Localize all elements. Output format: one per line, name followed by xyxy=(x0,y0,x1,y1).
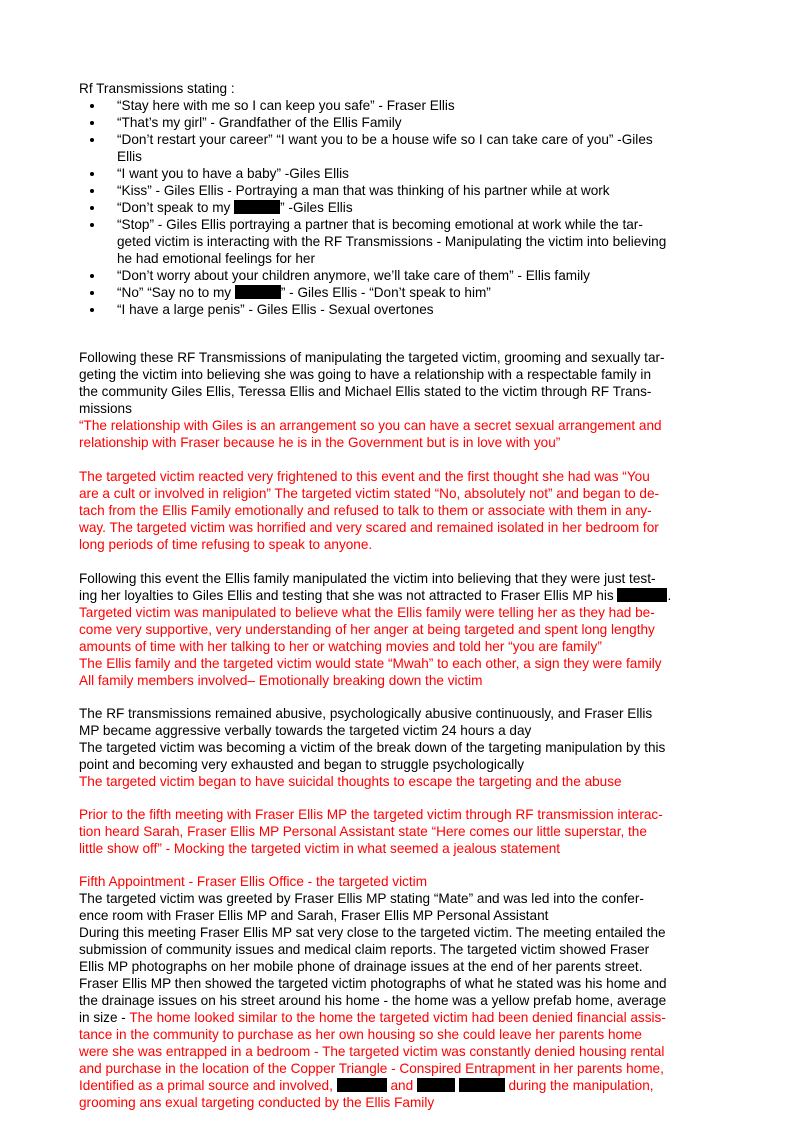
text-segment: . xyxy=(667,588,672,603)
text-line: long periods of time refusing to speak to anyone. xyxy=(79,537,373,552)
text-line: MP became aggressive verbally towards the targeted victim 24 hours a day xyxy=(79,723,532,738)
text-segment: in size - xyxy=(79,1010,130,1025)
text-line: geting the victim into believing she was going to have a relationship with a respectable family in xyxy=(79,367,652,382)
paragraph-fifth-appointment xyxy=(79,873,715,1111)
quote-text xyxy=(117,284,719,301)
text-line xyxy=(79,1009,715,1026)
quote-text xyxy=(117,199,719,216)
text-line: the drainage issues on his street around his home - the home was a yellow prefab home, average xyxy=(79,993,667,1008)
bullet-icon xyxy=(90,274,94,278)
quote-text: “Stay here with me so I can keep you safe” - Fraser Ellis xyxy=(117,98,455,113)
text-line: and purchase in the location of the Copper Triangle - Conspired Entrapment in her parents home, xyxy=(79,1061,664,1076)
quote-suffix: ” - Giles Ellis - “Don’t speak to him” xyxy=(280,285,491,300)
text-line xyxy=(79,587,715,604)
text-line: tion heard Sarah, Fraser Ellis MP Personal Assistant state “Here comes our little superstar, the xyxy=(79,824,647,839)
redaction-block xyxy=(235,285,281,299)
list-item xyxy=(79,165,719,182)
quote-text: “Kiss” - Giles Ellis - Portraying a man that was thinking of his partner while at work xyxy=(117,183,610,198)
text-line: Following these RF Transmissions of manipulating the targeted victim, grooming and sexually tar- xyxy=(79,350,665,365)
text-line: are a cult or involved in religion” The targeted victim stated “No, absolutely not” and began to de- xyxy=(79,486,660,501)
text-line: missions xyxy=(79,401,132,416)
bullet-icon xyxy=(90,291,94,295)
list-item xyxy=(79,114,719,131)
text-line: Targeted victim was manipulated to believe what the Ellis family were telling her as they had be- xyxy=(79,605,655,620)
paragraph-abuse xyxy=(79,705,715,790)
text-line: The targeted victim reacted very frightened to this event and the first thought she had was “You xyxy=(79,469,650,484)
list-item xyxy=(79,182,719,199)
text-line: point and becoming very exhausted and began to struggle psychologically xyxy=(79,757,525,772)
bullet-icon xyxy=(90,104,94,108)
quote-text: “I have a large penis” - Giles Ellis - Sexual overtones xyxy=(117,302,434,317)
list-item xyxy=(79,131,719,165)
quote-text: “I want you to have a baby” -Giles Ellis xyxy=(117,166,349,181)
list-item xyxy=(79,284,719,301)
list-item xyxy=(79,199,719,216)
redaction-block xyxy=(417,1078,455,1092)
quote-text: “That’s my girl” - Grandfather of the Ellis Family xyxy=(117,115,402,130)
text-line: The targeted victim was becoming a victim of the break down of the targeting manipulation by this xyxy=(79,740,666,755)
redaction-block xyxy=(617,588,667,602)
paragraph-loyalty-test xyxy=(79,570,715,689)
section-title: Fifth Appointment - Fraser Ellis Office - the targeted victim xyxy=(79,874,428,889)
transmission-list xyxy=(79,97,719,318)
transmissions-heading: Rf Transmissions stating : xyxy=(79,81,235,96)
paragraph-prior-meeting xyxy=(79,806,715,857)
text-line: Ellis MP photographs on her mobile phone of drainage issues at the end of her parents street. xyxy=(79,959,643,974)
redaction-block xyxy=(234,200,280,214)
quote-prefix: “Don’t speak to my xyxy=(117,200,235,215)
text-segment: ing her loyalties to Giles Ellis and testing that she was not attracted to Fraser Ellis MP his xyxy=(79,588,618,603)
text-line: way. The targeted victim was horrified and very scared and remained isolated in her bedroom for xyxy=(79,520,659,535)
text-line: come very supportive, very understanding of her anger at being targeted and spent long lengthy xyxy=(79,622,655,637)
quote-text: “Don’t restart your career” “I want you to be a house wife so I can take care of you” -Giles xyxy=(117,132,653,147)
redaction-block xyxy=(337,1078,387,1092)
quote-suffix: ” -Giles Ellis xyxy=(280,200,353,215)
list-item xyxy=(79,301,719,318)
text-line: During this meeting Fraser Ellis MP sat very close to the targeted victim. The meeting entailed the xyxy=(79,925,666,940)
text-line: relationship with Fraser because he is in the Government but is in love with you” xyxy=(79,435,561,450)
text-line: tance in the community to purchase as her own housing so she could leave her parents home xyxy=(79,1027,642,1042)
quote-prefix: “No” “Say no to my xyxy=(117,285,235,300)
text-line: little show off” - Mocking the targeted victim in what seemed a jealous statement xyxy=(79,841,561,856)
text-line: Prior to the fifth meeting with Fraser Ellis MP the targeted victim through RF transmission interac- xyxy=(79,807,663,822)
text-line: All family members involved– Emotionally breaking down the victim xyxy=(79,673,483,688)
text-line: Fraser Ellis MP then showed the targeted victim photographs of what he stated was his home and xyxy=(79,976,667,991)
quote-text: “Don’t worry about your children anymore, we’ll take care of them” - Ellis family xyxy=(117,268,590,283)
text-line: The targeted victim was greeted by Fraser Ellis MP stating “Mate” and was led into the confer- xyxy=(79,891,644,906)
text-line: The targeted victim began to have suicidal thoughts to escape the targeting and the abuse xyxy=(79,774,622,789)
text-line xyxy=(79,1077,715,1094)
list-item xyxy=(79,267,719,284)
text-segment: during the manipulation, xyxy=(504,1078,654,1093)
text-segment: Identified as a primal source and involved, xyxy=(79,1078,337,1093)
text-line: ence room with Fraser Ellis MP and Sarah, Fraser Ellis MP Personal Assistant xyxy=(79,908,549,923)
bullet-icon xyxy=(90,206,94,210)
quote-text: Ellis xyxy=(117,149,142,164)
text-segment: The home looked similar to the home the targeted victim had been denied financial assis- xyxy=(129,1010,666,1025)
quote-text: he had emotional feelings for her xyxy=(117,251,315,266)
bullet-icon xyxy=(90,138,94,142)
paragraph-reaction xyxy=(79,468,715,553)
bullet-icon xyxy=(90,308,94,312)
redaction-block xyxy=(459,1078,505,1092)
list-item xyxy=(79,97,719,114)
list-item xyxy=(79,216,719,267)
text-line: “The relationship with Giles is an arrangement so you can have a secret sexual arrangement and xyxy=(79,418,662,433)
text-line: Following this event the Ellis family manipulated the victim into believing that they were just test- xyxy=(79,571,656,586)
text-line: amounts of time with her talking to her or watching movies and told her “you are family” xyxy=(79,639,602,654)
text-segment: and xyxy=(386,1078,417,1093)
text-line: The Ellis family and the targeted victim would state “Mwah” to each other, a sign they were family xyxy=(79,656,662,671)
bullet-icon xyxy=(90,121,94,125)
quote-text: geted victim is interacting with the RF Transmissions - Manipulating the victim into believing xyxy=(117,234,667,249)
text-line: the community Giles Ellis, Teressa Ellis and Michael Ellis stated to the victim through RF Trans- xyxy=(79,384,652,399)
bullet-icon xyxy=(90,189,94,193)
bullet-icon xyxy=(90,172,94,176)
text-line: submission of community issues and medical claim reports. The targeted victim showed Fraser xyxy=(79,942,650,957)
text-line: tach from the Ellis Family emotionally and refused to talk to them or associate with them in any- xyxy=(79,503,652,518)
text-line: grooming ans exual targeting conducted by the Ellis Family xyxy=(79,1095,435,1110)
quote-text: “Stop” - Giles Ellis portraying a partner that is becoming emotional at work while the tar- xyxy=(117,217,643,232)
bullet-icon xyxy=(90,223,94,227)
text-line: The RF transmissions remained abusive, psychologically abusive continuously, and Fraser Ellis xyxy=(79,706,653,721)
text-line: were she was entrapped in a bedroom - The targeted victim was constantly denied housing rental xyxy=(79,1044,665,1059)
paragraph-grooming xyxy=(79,349,715,451)
